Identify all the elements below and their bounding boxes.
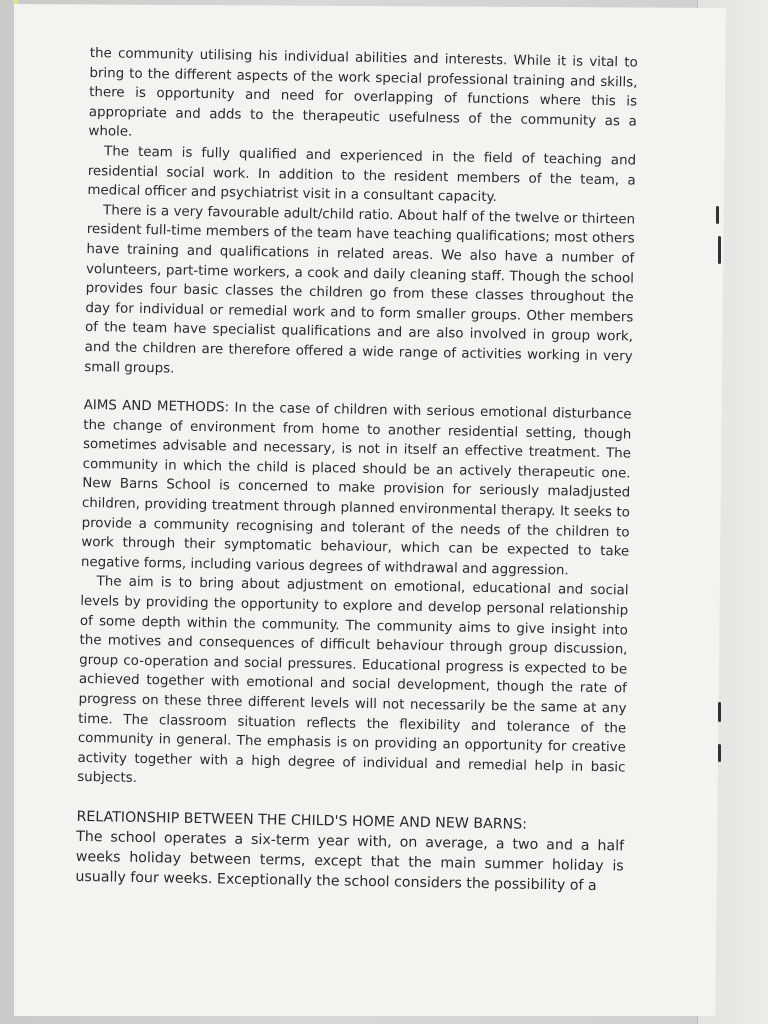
staple-mark-lower-1 xyxy=(718,702,721,722)
paragraph-staff-ratio: There is a very favourable adult/child ratio. About half of the twelve or thirteen resident full-time members of the team have teaching qualifications; most others have training and qualifications in related areas. We also have a number of volunteers, part-time workers, a cook and daily cleaning staff. Though the school provides four basic classes the children go from these classes throughout the day for individual or remedial work and to form smaller groups. Other members of the team have specialist qualifications and are also involved in group work, and the children are therefore offered a wide range of activities working in very small groups. xyxy=(84,203,636,377)
staple-mark-lower-2 xyxy=(718,744,721,762)
paragraph-team-qualifications: The team is fully qualified and experienced in the field of teaching and residential social work. In addition to the resident members of the team, a medical officer and psychiatrist visit in a consultant capacity. xyxy=(87,144,637,206)
body-text xyxy=(75,44,638,896)
aims-intro-text: In the case of children with serious emotional disturbance the change of environment from home to another residential setting, though sometimes advisable and necessary, is not in itself an effective treatment. The community in which the child is placed should be an actively therapeutic one. New Barns School is concerned to make provision for seriously maladjusted children, providing treatment through planned environmental therapy. It seeks to provide a community recognising and tolerant of the needs of the children to work through their symptomatic behaviour, which can be expected to take negative forms, including various degrees of withdrawal and aggression. xyxy=(80,400,632,579)
section-aims-and-methods xyxy=(81,396,632,582)
section-heading-aims: AIMS AND METHODS: xyxy=(83,398,230,416)
paragraph-aims-adjustment: The aim is to bring about adjustment on emotional, educational and social levels by providing the opportunity to explore and develop personal relationship of some depth within the community. The community aims to give insight into the motives and consequences of difficult behaviour through group discussion, group co-operation and social pressures. Educational progress is expected to be achieved together with emotional and social development, though the rate of progress on these three different levels will not necessarily be the same at any time. The classroom situation reflects the flexibility and tolerance of the community in general. The emphasis is on providing an opportunity for creative activity together with a high degree of individual and remedial help in basic subjects. xyxy=(77,574,629,787)
staple-mark-upper-2 xyxy=(718,236,721,264)
section-heading-relationship: RELATIONSHIP BETWEEN THE CHILD'S HOME AND NEW BARNS: xyxy=(76,808,528,833)
staple-mark-upper-1 xyxy=(716,206,719,224)
paragraph-community-functions: the community utilising his individual abilities and interests. While it is vital to bring to the different aspects of the work special professional training and skills, there is opportunity and need for overlapping of functions where this is appropriate and adds to the therapeutic usefulness of the community as a whole. xyxy=(88,45,638,141)
paragraph-school-terms: The school operates a six-term year with, on average, a two and a half weeks holiday between terms, except that the main summer holiday is usually four weeks. Exceptionally the school considers the possibility of a xyxy=(75,828,625,894)
